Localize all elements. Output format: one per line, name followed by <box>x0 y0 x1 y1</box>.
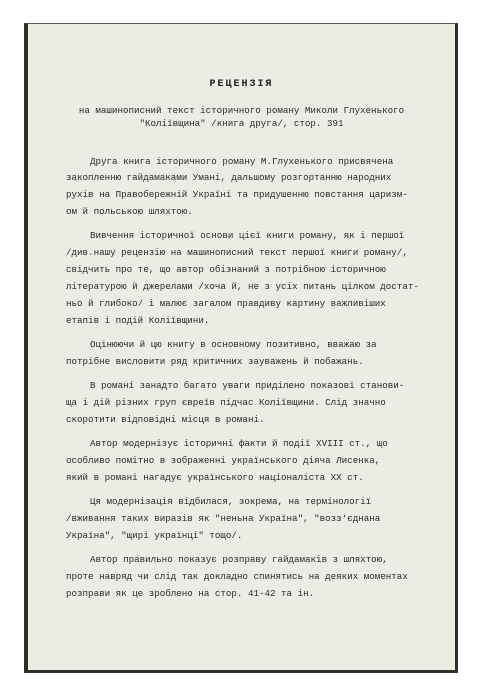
paragraph-line: етапів і подій Коліївщини. <box>66 315 210 326</box>
paragraph-line: Автор правильно показує розправу гайдамаків з шляхтою, <box>90 554 388 565</box>
paragraph-line: Автор модернізує історичні факти й події XVIII ст., що <box>90 438 388 449</box>
paragraph-line: ом й польською шляхтою. <box>66 206 193 217</box>
paragraph-line: /див.нашу рецензію на машинописний текст першої книги роману/, <box>66 247 408 258</box>
paragraph-line: скоротити відповідні місця в романі. <box>66 414 265 425</box>
paragraph-line: Україна", "щирі українці" тощо/. <box>66 530 243 541</box>
paragraph-line: закопленню гайдамаками Умані, дальшому розгортанню народних <box>66 172 392 183</box>
subtitle-line: "Коліївщина" /книга друга/, стор. 391 <box>139 118 344 129</box>
paragraph-line: проте навряд чи слід так докладно спинятись на деяких моментах <box>66 571 408 582</box>
paragraph-line: Ця модернізація відбилася, зокрема, на термінології <box>90 496 372 507</box>
paragraph-line: Оцінюючи й цю книгу в основному позитивно, вважаю за <box>90 339 377 350</box>
paragraph-line: Друга книга історичного роману М.Глухенького присвячена <box>90 156 394 167</box>
paragraph-line: ща і дій різних груп євреїв підчас Коліївщини. Слід значно <box>66 397 386 408</box>
paragraph-line: розправи як це зроблено на стор. 41-42 та ін. <box>66 588 315 599</box>
paragraph-line: потрібне висловити ряд критичних зауважень й побажань. <box>66 356 364 367</box>
document-title: РЕЦЕНЗІЯ <box>209 79 274 90</box>
paragraph-line: рухів на Правобережній Україні та придушенню повстання царизм- <box>66 189 408 200</box>
paragraph-line: Вивчення історичної основи цієї книги роману, як і першої <box>90 230 405 241</box>
paragraph-line: ньо й глибоко/ і малює загалом правдиву картину важливіших <box>66 298 386 309</box>
typewritten-page <box>24 23 458 673</box>
paragraph-line: особливо помітно в зображенні українського діяча Лисенка, <box>66 455 381 466</box>
paragraph-line: літературою й джерелами /хоча й, не з усіх питань цілком достат- <box>66 281 419 292</box>
paragraph-line: В романі занадто багато уваги приділено показові станови- <box>90 380 405 391</box>
paragraph-line: /вживання таких виразів як "неньна Україна", "возз'єднана <box>66 513 381 524</box>
paragraph-line: свідчить про те, що автор обізнаний з потрібною історичною <box>66 264 386 275</box>
paragraph-line: який в романі нагадує українського націоналіста XX ст. <box>66 472 364 483</box>
subtitle-line: на машинописний текст історичного роману Миколи Глухенького <box>78 105 405 116</box>
